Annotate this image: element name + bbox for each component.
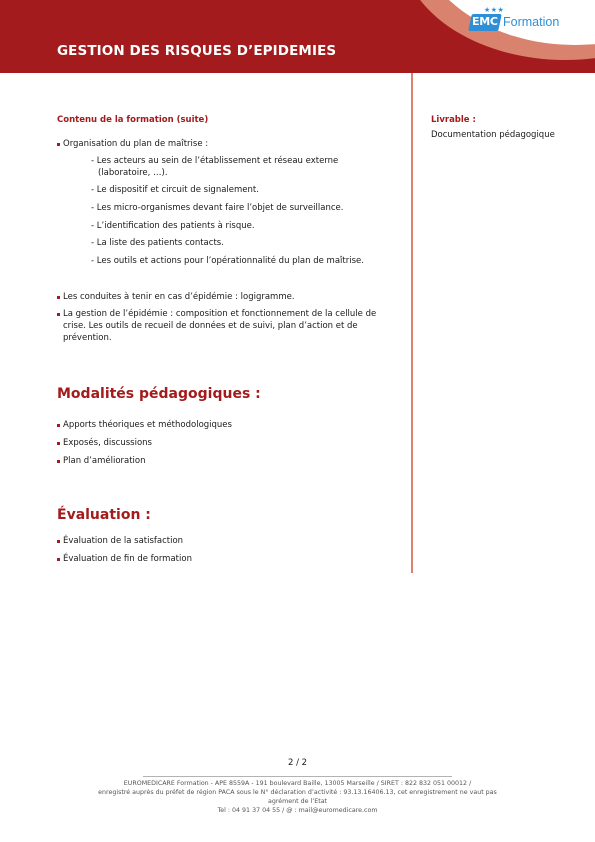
- footer-line: agrément de l’Etat: [267, 798, 328, 805]
- list-item: Plan d’amélioration: [57, 455, 393, 467]
- logo-mark-text: EMC: [472, 15, 498, 28]
- footer-line: EUROMEDICARE Formation - APE 8559A - 191 boulevard Baille, 13005 Marseille / SIRET : 822 832 051 00012 /: [123, 780, 472, 787]
- sub-list-item: - Le dispositif et circuit de signalement.: [91, 185, 259, 195]
- header-banner: [0, 0, 595, 73]
- footer-line: Tel : 04 91 37 04 55 / @ : mail@euromedicare.com: [217, 807, 378, 814]
- list-item: Évaluation de fin de formation: [57, 553, 393, 565]
- footer-line: enregistré auprès du préfet de région PACA sous le N° déclaration d’activité : 93.13.16406.13, cet enregistrement ne vaut pas: [98, 789, 497, 796]
- sub-list-item: - Les outils et actions pour l’opérationnalité du plan de maîtrise.: [91, 256, 364, 266]
- emc-formation-logo: [470, 6, 580, 38]
- sub-list-item: - La liste des patients contacts.: [91, 238, 224, 248]
- sub-list-item: - L’identification des patients à risque.: [91, 221, 255, 231]
- sub-list-item: - Les micro-organismes devant faire l’objet de surveillance.: [91, 203, 344, 213]
- sub-list-item: - Les acteurs au sein de l’établissement et réseau externe (laboratoire, …).: [91, 156, 339, 178]
- list-item: La gestion de l’épidémie : composition et fonctionnement de la cellule de crise. Les outils de recueil de données et de suivi, plan d’action et de prévention.: [57, 308, 393, 344]
- list-item: Exposés, discussions: [57, 437, 393, 449]
- page-number: 2 / 2: [287, 758, 308, 768]
- column-divider: [411, 73, 413, 573]
- footer-divider: [143, 776, 452, 777]
- logo-text: Formation: [503, 15, 560, 29]
- list-item: Les conduites à tenir en cas d’épidémie : logigramme.: [57, 291, 393, 303]
- contenu-heading: Contenu de la formation (suite): [57, 115, 209, 125]
- stars-icon: ★★★: [484, 6, 505, 14]
- list-item: Organisation du plan de maîtrise :: [57, 138, 393, 150]
- list-item: Apports théoriques et méthodologiques: [57, 419, 393, 431]
- modalites-heading: Modalités pédagogiques :: [57, 386, 261, 402]
- livrable-heading: Livrable :: [431, 115, 476, 125]
- list-item: Évaluation de la satisfaction: [57, 535, 393, 547]
- document-title: GESTION DES RISQUES D’EPIDEMIES: [57, 43, 337, 59]
- livrable-text: Documentation pédagogique: [431, 130, 555, 140]
- evaluation-heading: Évaluation :: [57, 507, 151, 523]
